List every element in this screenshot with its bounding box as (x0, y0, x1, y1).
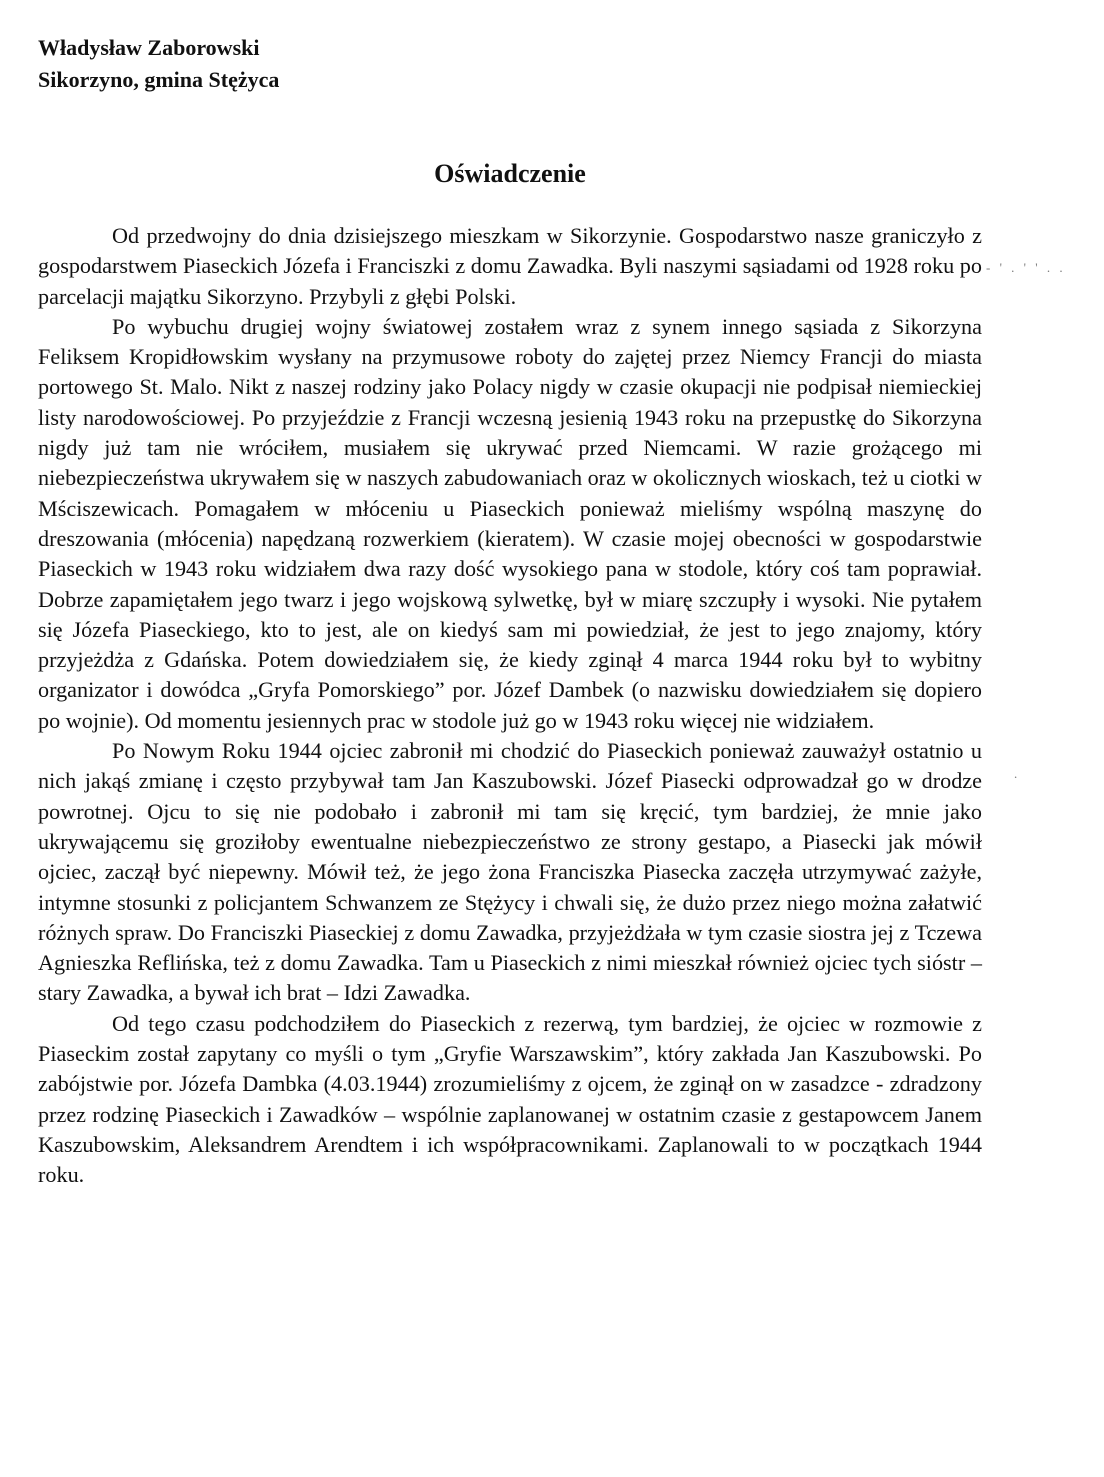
paragraph: Po wybuchu drugiej wojny światowej zostałem wraz z synem innego sąsiada z Sikorzyna Feliksem Kropidłowskim wysłany na przymusowe roboty do zajętej przez Niemcy Francji do miasta portowego St. Malo. Nikt z naszej rodziny jako Polacy nigdy w czasie okupacji nie podpisał niemieckiej listy narodowościowej. Po przyjeździe z Francji wczesną jesienią 1943 roku na przepustkę do Sikorzyna nigdy już tam nie wróciłem, musiałem się ukrywać przed Niemcami. W razie grożącego mi niebezpieczeństwa ukrywałem się w naszych zabudowaniach oraz w okolicznych wioskach, też u ciotki w Mściszewicach. Pomagałem w młóceniu u Piaseckich ponieważ mieliśmy wspólną maszynę do dreszowania (młócenia) napędzaną rozwerkiem (kieratem). W czasie mojej obecności w gospodarstwie Piaseckich w 1943 roku widziałem dwa razy dość wysokiego pana w stodole, który coś tam poprawiał. Dobrze zapamiętałem jego twarz i jego wojskową sylwetkę, był w miarę szczupły i wysoki. Nie pytałem się Józefa Piaseckiego, kto to jest, ale on kiedyś sam mi powiedział, że jest to jego znajomy, który przyjeżdża z Gdańska. Potem dowiedziałem się, że kiedy zginął 4 marca 1944 roku był to wybitny organizator i dowódca „Gryfa Pomorskiego” por. Józef Dambek (o nazwisku dowiedziałem się dopiero po wojnie). Od momentu jesiennych prac w stodole już go w 1943 roku więcej nie widziałem. (38, 313, 982, 733)
paragraph: Od przedwojny do dnia dzisiejszego mieszkam w Sikorzynie. Gospodarstwo nasze graniczyło z gospodarstwem Piaseckich Józefa i Franciszki z domu Zawadka. Byli naszymi sąsiadami od 1928 roku po parcelacji majątku Sikorzyno. Przybyli z głębi Polski. (38, 223, 982, 309)
document-body (38, 221, 982, 1191)
author-location: Sikorzyno, gmina Stężyca (38, 67, 280, 92)
author-block (38, 32, 279, 96)
author-name: Władysław Zaborowski (38, 35, 260, 60)
paragraph: Po Nowym Roku 1944 ojciec zabronił mi chodzić do Piaseckich ponieważ zauważył ostatnio u nich jakąś zmianę i często przybywał tam Jan Kaszubowski. Józef Piasecki odprowadzał go w drodze powrotnej. Ojcu to się nie podobało i zabronił mi tam się kręcić, tym bardziej, że mnie jako ukrywającemu się groziłoby ewentualne niebezpieczeństwo ze strony gestapo, a Piasecki jak mówił ojciec, zaczął być niepewny. Mówił też, że jego żona Franciszka Piasecka zaczęła utrzymywać zażyłe, intymne stosunki z policjantem Schwanzem ze Stężycy i chwali się, że dużo przez niego można załatwić różnych spraw. Do Franciszki Piaseckiej z domu Zawadka, przyjeżdżała w tym czasie siostra jej z Tczewa Agnieszka Reflińska, też z domu Zawadka. Tam u Piaseckich z nimi mieszkał również ojciec tych sióstr – stary Zawadka, a bywał ich brat – Idzi Zawadka. (38, 738, 982, 1006)
paragraph: Od tego czasu podchodziłem do Piaseckich z rezerwą, tym bardziej, że ojciec w rozmowie z Piaseckim został zapytany co myśli o tym „Gryfie Warszawskim”, który zakłada Jan Kaszubowski. Po zabójstwie por. Józefa Dambka (4.03.1944) zrozumieliśmy z ojcem, że zginął on w zasadzce - zdradzony przez rodzinę Piaseckich i Zawadków – wspólnie zaplanowanej w ostatnim czasie z gestapowcem Janem Kaszubowskim, Aleksandrem Arendtem i ich współpracownikami. Zaplanowali to w początkach 1944 roku. (38, 1010, 982, 1188)
document-title: Oświadczenie (434, 159, 586, 188)
scan-noise-mark: . (1014, 766, 1021, 781)
scan-noise-mark: - ' . ' ' . . (986, 260, 1066, 275)
